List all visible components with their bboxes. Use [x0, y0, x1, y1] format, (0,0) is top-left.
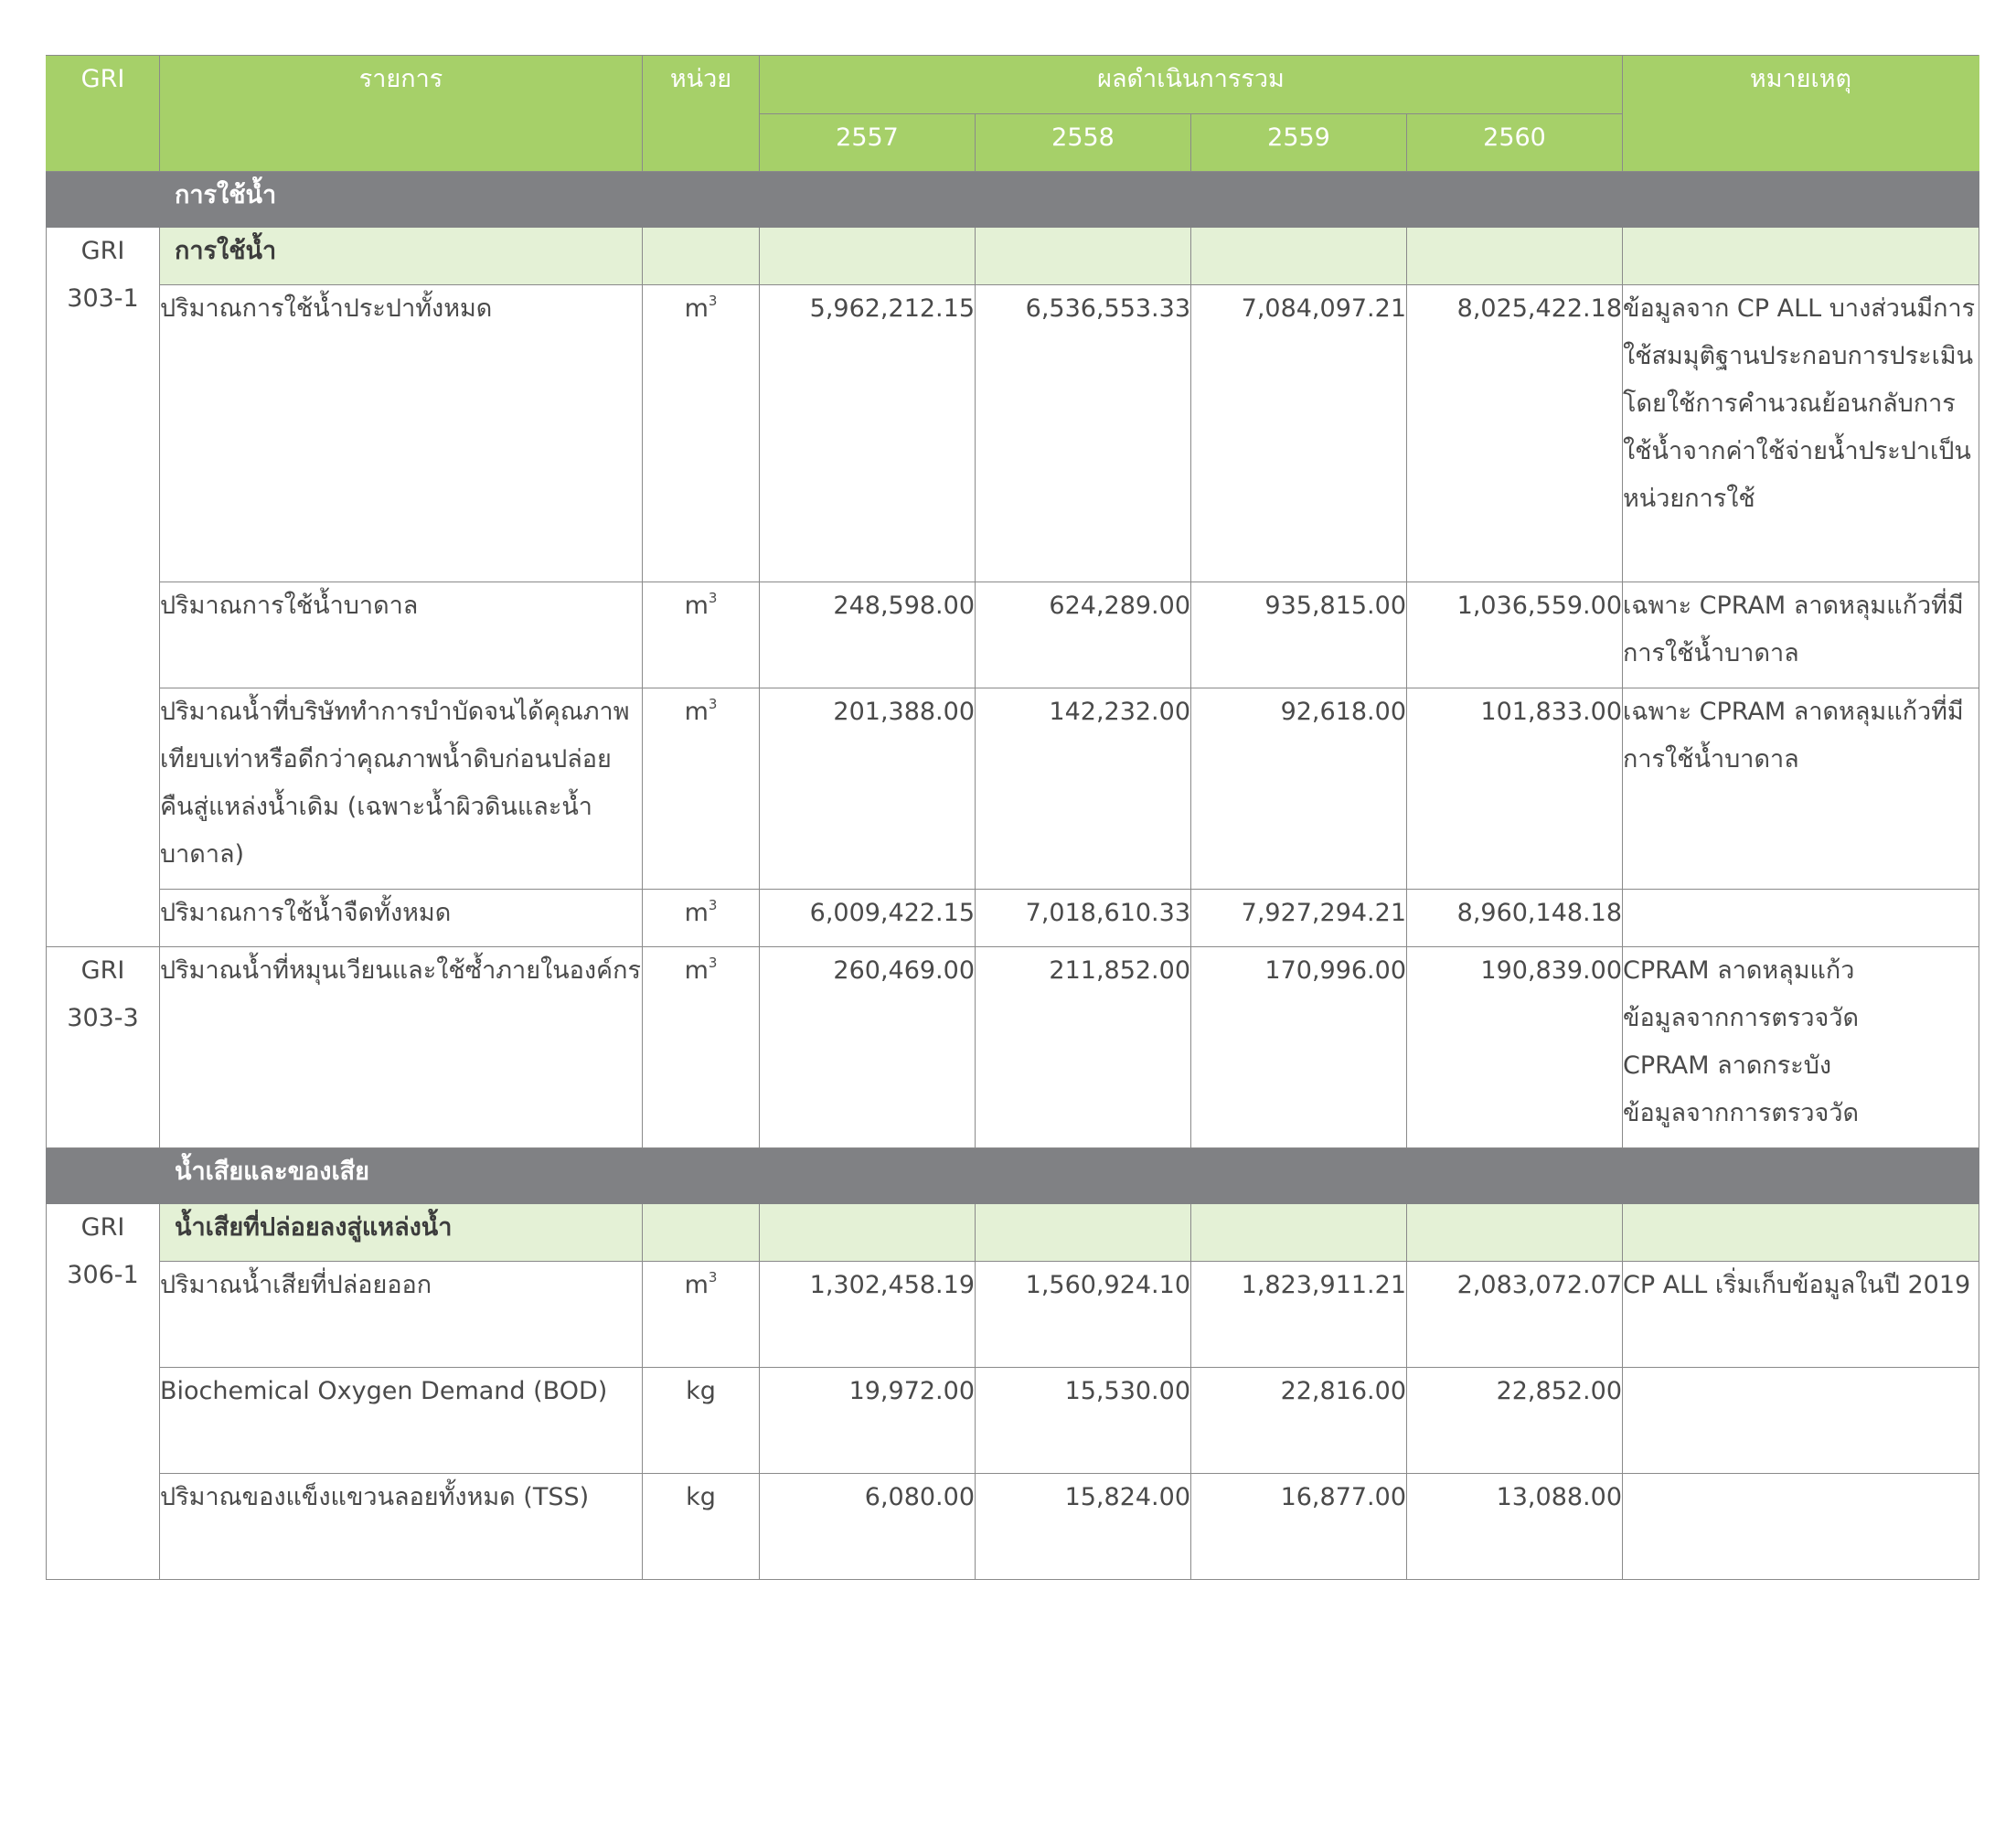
- table-row: [47, 1262, 1979, 1368]
- value-2558: 15,824.00: [976, 1474, 1191, 1580]
- item-label: ปริมาณของแข็งแขวนลอยทั้งหมด (TSS): [160, 1474, 643, 1580]
- value-2557: 6,080.00: [760, 1474, 976, 1580]
- value-2560: 1,036,559.00: [1407, 582, 1623, 688]
- remark-cell: [1623, 947, 1979, 1148]
- value-2558: 7,018,610.33: [976, 890, 1191, 947]
- subheading-row: [47, 1204, 1979, 1262]
- table-row: [47, 1474, 1979, 1580]
- item-label: ปริมาณการใช้น้ำจืดทั้งหมด: [160, 890, 643, 947]
- unit-cell: $m^3$: [643, 688, 760, 890]
- unit-cell: kg: [643, 1474, 760, 1580]
- value-2560: 2,083,072.07: [1407, 1262, 1623, 1368]
- header-gri: GRI: [47, 56, 160, 172]
- value-2560: 190,839.00: [1407, 947, 1623, 1148]
- remark-cell: CP ALL เริ่มเก็บข้อมูลในปี 2019: [1623, 1262, 1979, 1368]
- remark-cell: เฉพาะ CPRAM ลาดหลุมแก้วที่มีการใช้น้ำบาดาล: [1623, 582, 1979, 688]
- value-2557: 6,009,422.15: [760, 890, 976, 947]
- unit-cell: kg: [643, 1368, 760, 1474]
- section-heading-water-use: [47, 172, 1979, 228]
- value-2557: 5,962,212.15: [760, 285, 976, 582]
- value-2558: 624,289.00: [976, 582, 1191, 688]
- header-year: 2557: [760, 114, 976, 172]
- gri-code-cell: [47, 228, 160, 947]
- header-item: รายการ: [160, 56, 643, 172]
- item-label: ปริมาณน้ำที่บริษัททำการบำบัดจนได้คุณภาพเทียบเท่าหรือดีกว่าคุณภาพน้ำดิบก่อนปล่อยคืนสู่แหล่งน้ำเดิม (เฉพาะน้ำผิวดินและน้ำบาดาล): [160, 688, 643, 890]
- value-2559: 7,927,294.21: [1191, 890, 1407, 947]
- value-2558: 6,536,553.33: [976, 285, 1191, 582]
- header-year: 2558: [976, 114, 1191, 172]
- value-2559: 935,815.00: [1191, 582, 1407, 688]
- gri-number: 306-1: [67, 1261, 139, 1289]
- value-2557: 260,469.00: [760, 947, 976, 1148]
- subheading-row: [47, 228, 1979, 285]
- subheading-title: น้ำเสียที่ปล่อยลงสู่แหล่งน้ำ: [160, 1204, 643, 1262]
- value-2558: 211,852.00: [976, 947, 1191, 1148]
- item-label: Biochemical Oxygen Demand (BOD): [160, 1368, 643, 1474]
- remark-cell: [1623, 1474, 1979, 1580]
- value-2560: 101,833.00: [1407, 688, 1623, 890]
- remark-line: CPRAM ลาดกระบัง: [1623, 1051, 1832, 1080]
- unit-cell: $m^3$: [643, 1262, 760, 1368]
- table-row: [47, 285, 1979, 582]
- value-2558: 15,530.00: [976, 1368, 1191, 1474]
- header-unit: หน่วย: [643, 56, 760, 172]
- gri-label: GRI: [80, 237, 125, 265]
- item-label: ปริมาณการใช้น้ำประปาทั้งหมด: [160, 285, 643, 582]
- item-label: ปริมาณการใช้น้ำบาดาล: [160, 582, 643, 688]
- value-2559: 7,084,097.21: [1191, 285, 1407, 582]
- value-2558: 142,232.00: [976, 688, 1191, 890]
- value-2560: 8,960,148.18: [1407, 890, 1623, 947]
- header-performance: ผลดำเนินการรวม: [760, 56, 1623, 114]
- value-2558: 1,560,924.10: [976, 1262, 1191, 1368]
- remark-cell: ข้อมูลจาก CP ALL บางส่วนมีการใช้สมมุติฐานประกอบการประเมิน โดยใช้การคำนวณย้อนกลับการใช้น้ำจากค่าใช้จ่ายน้ำประปาเป็นหน่วยการใช้: [1623, 285, 1979, 582]
- value-2559: 170,996.00: [1191, 947, 1407, 1148]
- gri-label: GRI: [80, 1213, 125, 1242]
- table-row: [47, 947, 1979, 1148]
- item-label: ปริมาณน้ำเสียที่ปล่อยออก: [160, 1262, 643, 1368]
- section-title: การใช้น้ำ: [160, 172, 1979, 228]
- remark-cell: เฉพาะ CPRAM ลาดหลุมแก้วที่มีการใช้น้ำบาดาล: [1623, 688, 1979, 890]
- table-row: [47, 1368, 1979, 1474]
- remark-cell: [1623, 1368, 1979, 1474]
- section-heading-wastewater: [47, 1148, 1979, 1204]
- gri-number: 303-3: [67, 1004, 139, 1032]
- value-2559: 16,877.00: [1191, 1474, 1407, 1580]
- table-row: [47, 890, 1979, 947]
- unit-cell: $m^3$: [643, 947, 760, 1148]
- value-2560: 13,088.00: [1407, 1474, 1623, 1580]
- value-2559: 22,816.00: [1191, 1368, 1407, 1474]
- value-2560: 22,852.00: [1407, 1368, 1623, 1474]
- value-2557: 1,302,458.19: [760, 1262, 976, 1368]
- gri-code-cell: [47, 947, 160, 1148]
- gri-number: 303-1: [67, 284, 139, 313]
- section-title: น้ำเสียและของเสีย: [160, 1148, 1979, 1204]
- value-2557: 248,598.00: [760, 582, 976, 688]
- remark-line: CPRAM ลาดหลุมแก้ว: [1623, 956, 1855, 985]
- value-2557: 19,972.00: [760, 1368, 976, 1474]
- remark-line: ข้อมูลจากการตรวจวัด: [1623, 1004, 1860, 1032]
- table-row: [47, 688, 1979, 890]
- subheading-title: การใช้น้ำ: [160, 228, 643, 285]
- table-header: [47, 56, 1979, 172]
- value-2560: 8,025,422.18: [1407, 285, 1623, 582]
- header-year: 2559: [1191, 114, 1407, 172]
- gri-label: GRI: [80, 956, 125, 985]
- header-year: 2560: [1407, 114, 1623, 172]
- unit-cell: $m^3$: [643, 582, 760, 688]
- header-remark: หมายเหตุ: [1623, 56, 1979, 172]
- value-2557: 201,388.00: [760, 688, 976, 890]
- unit-cell: $m^3$: [643, 890, 760, 947]
- remark-cell: [1623, 890, 1979, 947]
- table-row: [47, 582, 1979, 688]
- remark-line: ข้อมูลจากการตรวจวัด: [1623, 1099, 1860, 1127]
- gri-code-cell: [47, 1204, 160, 1580]
- item-label: ปริมาณน้ำที่หมุนเวียนและใช้ซ้ำภายในองค์กร: [160, 947, 643, 1148]
- value-2559: 92,618.00: [1191, 688, 1407, 890]
- water-performance-table: [46, 55, 1979, 1580]
- value-2559: 1,823,911.21: [1191, 1262, 1407, 1368]
- unit-cell: $m^3$: [643, 285, 760, 582]
